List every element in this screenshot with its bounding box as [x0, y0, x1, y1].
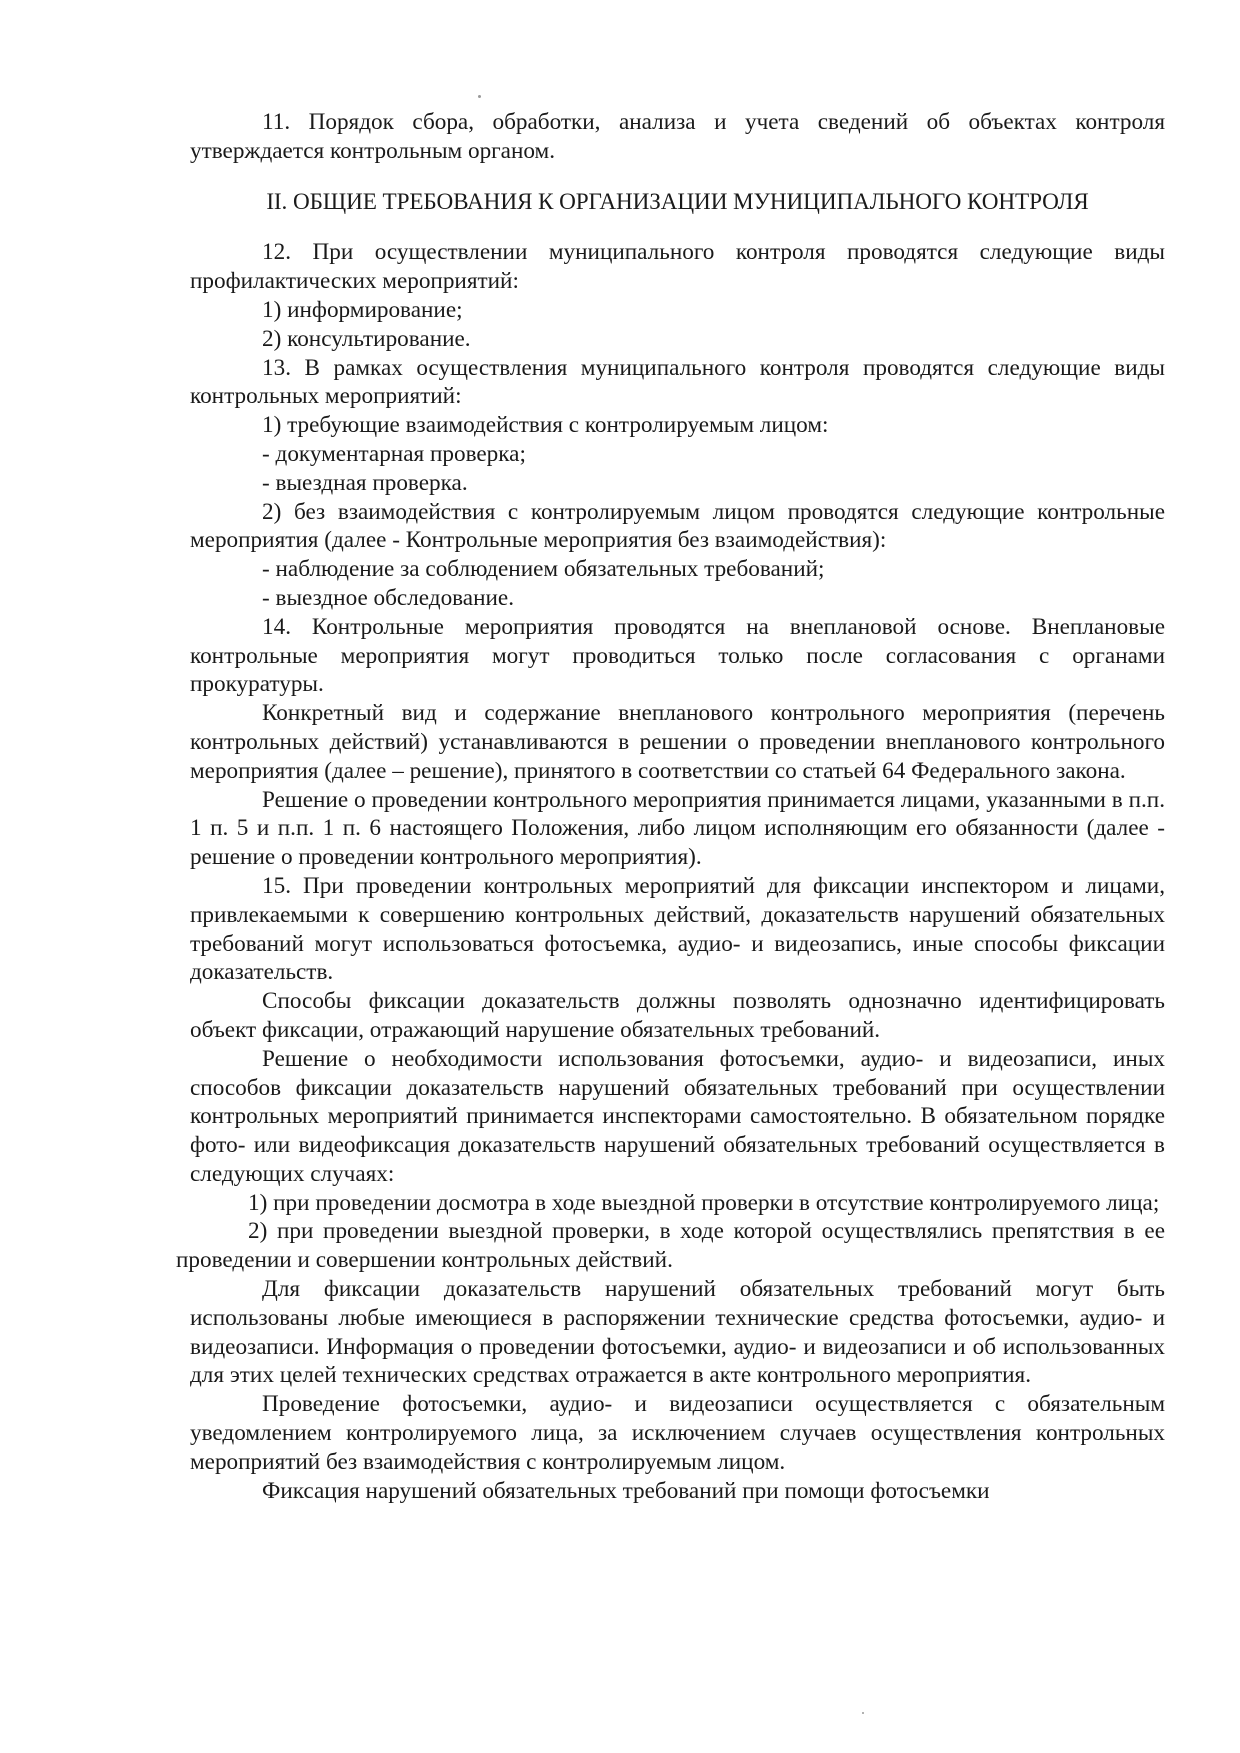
paragraph-15-e: Проведение фотосъемки, аудио- и видеозаписи осуществляется с обязательным уведомлением контролируемого лица, за исключением случаев осуществления контрольных мероприятий без взаимодействия с контролируемым лицом. [190, 1391, 1165, 1475]
paragraph-13-item-2-a: - наблюдение за соблюдением обязательных требований; [262, 556, 825, 583]
paragraph-13-item-1-a: - документарная проверка; [262, 440, 526, 467]
paragraph-13: 13. В рамках осуществления муниципального контроля проводятся следующие виды контрольных мероприятий: [190, 354, 1165, 410]
paragraph-13-item-2-b: - выездное обследование. [262, 584, 515, 611]
paragraph-13-item-1: 1) требующие взаимодействия с контролируемым лицом: [262, 412, 829, 439]
document-page [176, 108, 1165, 1505]
paragraph-11: 11. Порядок сбора, обработки, анализа и учета сведений об объектах контроля утверждается контрольным органом. [190, 109, 1165, 164]
paragraph-15: 15. При проведении контрольных мероприятий для фиксации инспектором и лицами, привлекаемыми к совершению контрольных действий, доказательств нарушений обязательных требований могут использоваться фотосъемка, аудио- и видеозапись, иные способы фиксации доказательств. [190, 872, 1165, 986]
section-2-heading: II. ОБЩИЕ ТРЕБОВАНИЯ К ОРГАНИЗАЦИИ МУНИЦИПАЛЬНОГО КОНТРОЛЯ [266, 188, 1089, 215]
paragraph-12-item-2: 2) консультирование. [262, 325, 471, 352]
paragraph-14-c: Решение о проведении контрольного мероприятия принимается лицами, указанными в п.п. 1 п. 5 и п.п. 1 п. 6 настоящего Положения, либо лицом исполняющим его обязанности (далее - решение о проведении контрольного мероприятия). [190, 786, 1165, 871]
scan-speck [478, 95, 481, 98]
scan-speck [862, 1712, 864, 1714]
paragraph-13-item-2: 2) без взаимодействия с контролируемым лицом проводятся следующие контрольные мероприятия (далее - Контрольные мероприятия без взаимодействия): [190, 498, 1165, 554]
paragraph-12-item-1: 1) информирование; [262, 296, 463, 323]
paragraph-14-b: Конкретный вид и содержание внепланового контрольного мероприятия (перечень контрольных действий) устанавливаются в решении о проведении внепланового контрольного мероприятия (далее – решение), принятого в соответствии со статьей 64 Федерального закона. [190, 700, 1165, 784]
paragraph-15-f: Фиксация нарушений обязательных требований при помощи фотосъемки [262, 1477, 990, 1504]
paragraph-15-c: Решение о необходимости использования фотосъемки, аудио- и видеозаписи, иных способов фиксации доказательств нарушений обязательных требований при осуществлении контрольных мероприятий принимается инспекторами самостоятельно. В обязательном порядке фото- или видеофиксация доказательств нарушений обязательных требований осуществляется в следующих случаях: [190, 1045, 1165, 1187]
paragraph-14: 14. Контрольные мероприятия проводятся на внеплановой основе. Внеплановые контрольные мероприятия могут проводиться только после согласования с органами прокуратуры. [190, 613, 1165, 698]
paragraph-15-item-2: 2) при проведении выездной проверки, в ходе которой осуществлялись препятствия в ее проведении и совершении контрольных действий. [176, 1218, 1165, 1274]
paragraph-15-item-1: 1) при проведении досмотра в ходе выездной проверки в отсутствие контролируемого лица; [248, 1189, 1160, 1216]
paragraph-15-b: Способы фиксации доказательств должны позволять однозначно идентифицировать объект фиксации, отражающий нарушение обязательных требований. [190, 988, 1165, 1043]
paragraph-12: 12. При осуществлении муниципального контроля проводятся следующие виды профилактических мероприятий: [190, 239, 1165, 295]
paragraph-15-d: Для фиксации доказательств нарушений обязательных требований могут быть использованы любые имеющиеся в распоряжении технические средства фотосъемки, аудио- и видеозаписи. Информация о проведении фотосъемки, аудио- и видеозаписи и об использованных для этих целей технических средствах отражается в акте контрольного мероприятия. [190, 1276, 1165, 1389]
paragraph-13-item-1-b: - выездная проверка. [262, 469, 468, 496]
